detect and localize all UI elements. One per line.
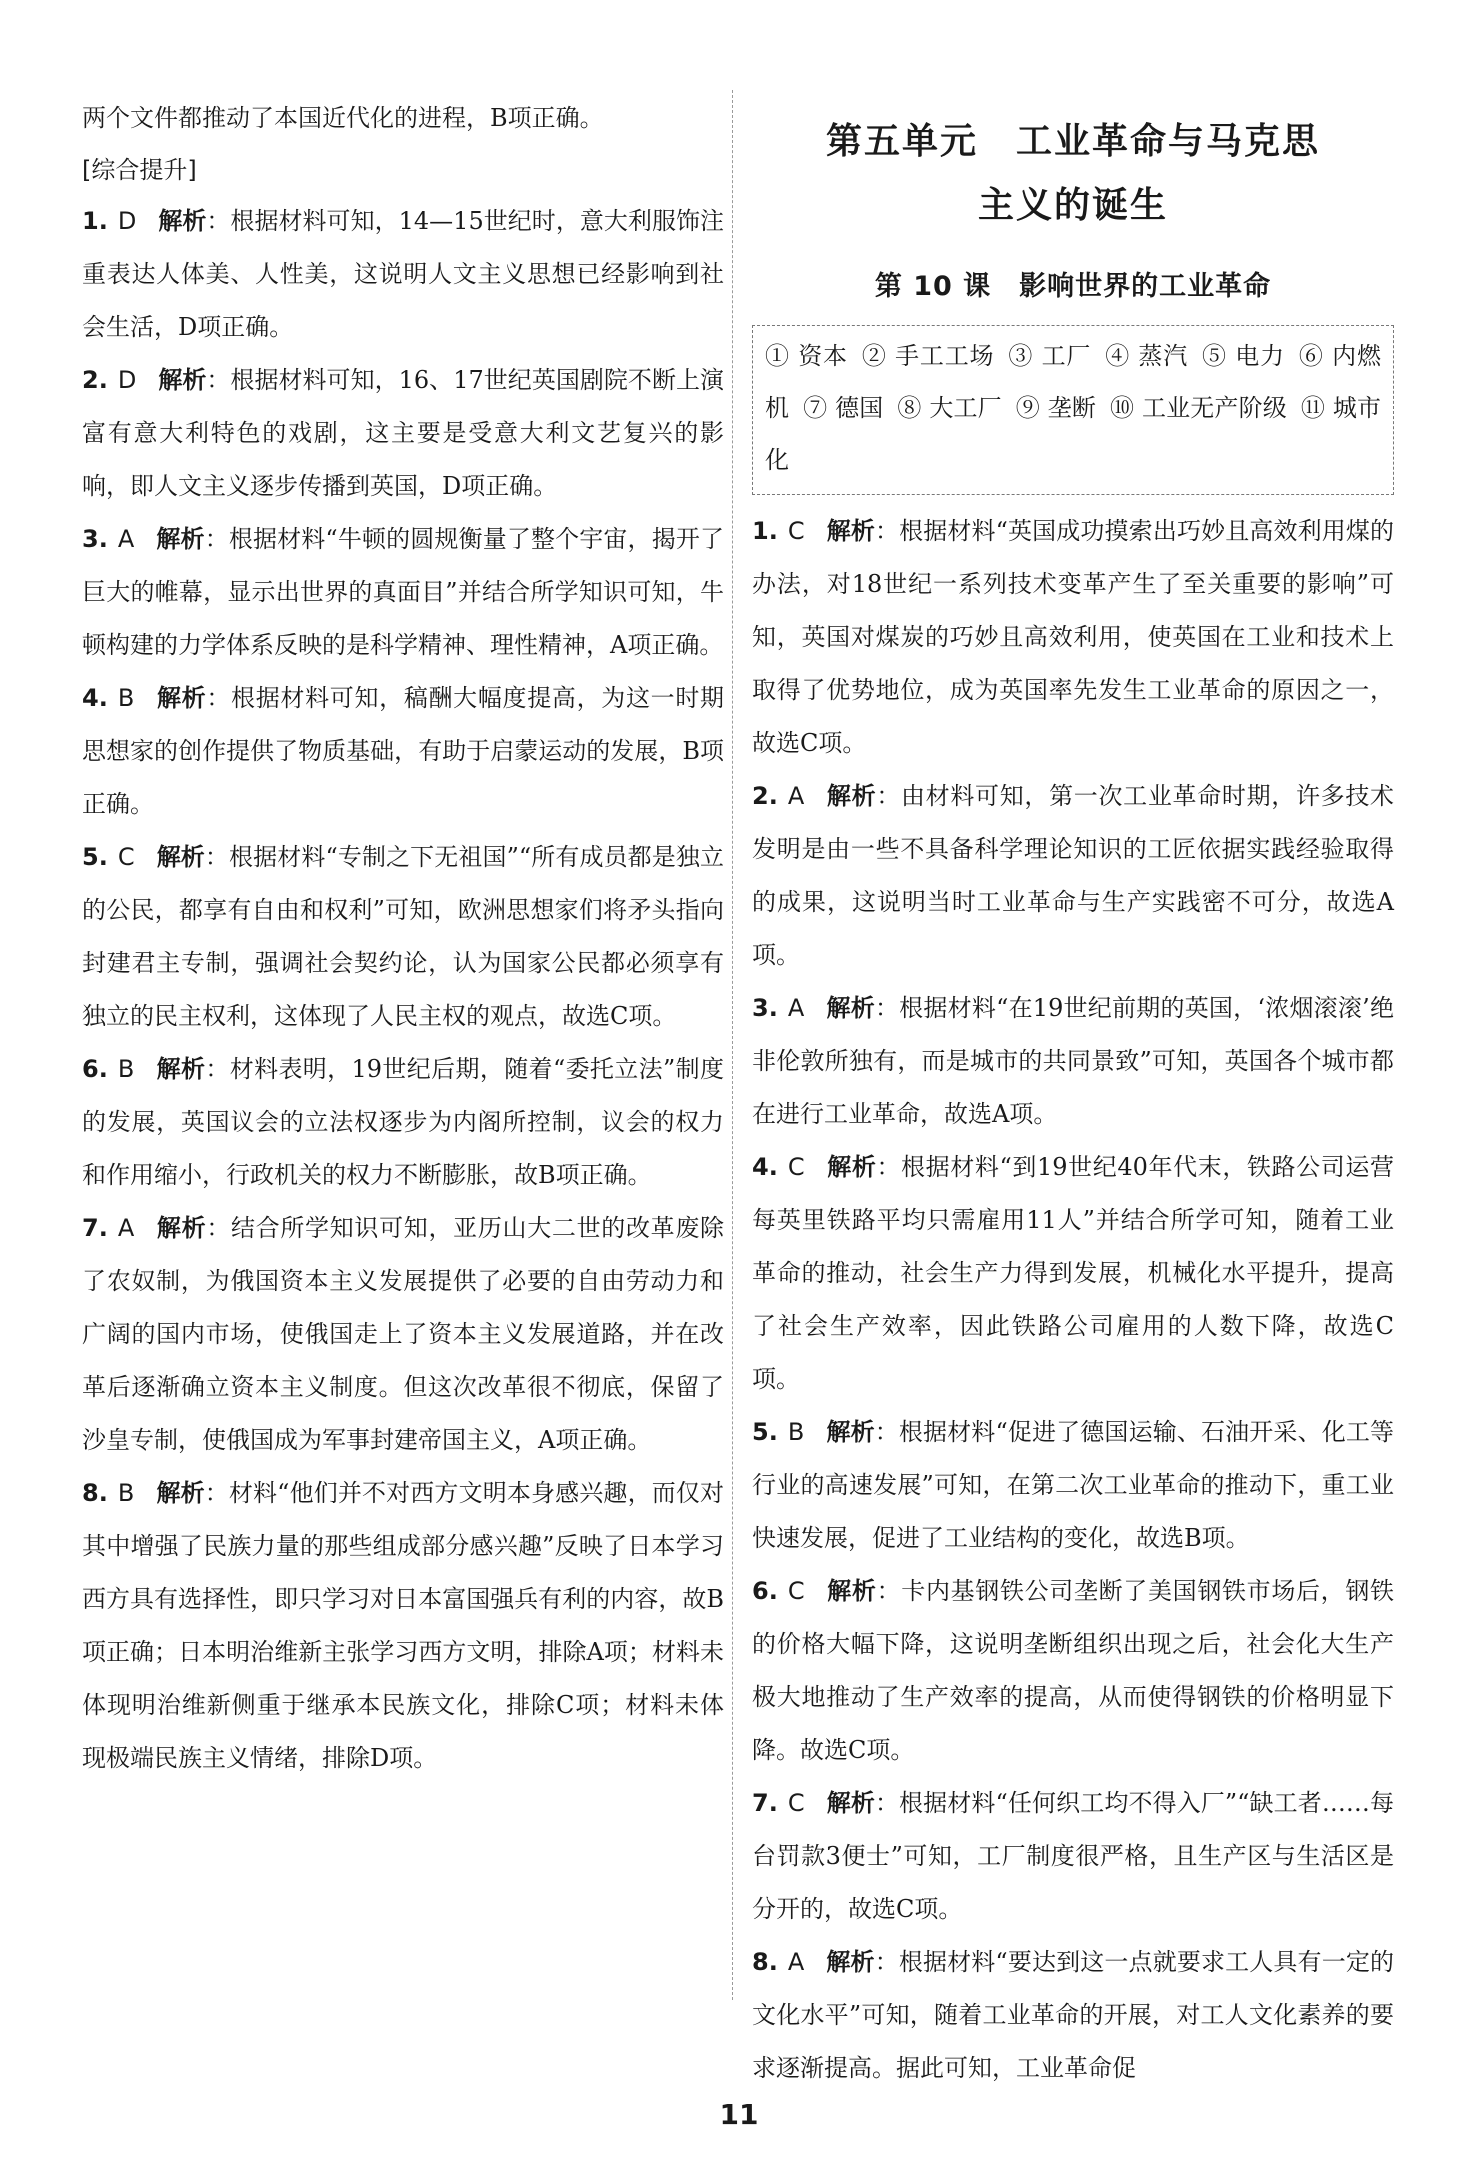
item-text: ：根据材料可知，稿酬大幅度提高，为这一时期思想家的创作提供了物质基础，有助于启蒙运动的发展，B项正确。 bbox=[82, 684, 725, 818]
item-answer: A bbox=[787, 1948, 805, 1976]
item-label: 解析 bbox=[826, 1789, 875, 1817]
item-text: ：根据材料“要达到这一点就要求工人具有一定的文化水平”可知，随着工业革命的开展，对工人文化素养的要求逐渐提高。据此可知，工业革命促 bbox=[752, 1948, 1394, 2082]
knowledge-point: ⑦ 德国 bbox=[803, 394, 884, 422]
item-text: ：根据材料可知，14—15世纪时，意大利服饰注重表达人体美、人性美，这说明人文主义思想已经影响到社会生活，D项正确。 bbox=[82, 207, 725, 341]
item-text: ：根据材料“专制之下无祖国”“所有成员都是独立的公民，都享有自由和权利”可知，欧洲思想家们将矛头指向封建君主专制，强调社会契约论，认为国家公民都必须享有独立的民主权利，这体现了人民主权的观点，故选C项。 bbox=[82, 843, 724, 1030]
item-label: 解析 bbox=[156, 843, 205, 871]
item-text: ：根据材料“牛顿的圆规衡量了整个宇宙，揭开了巨大的帷幕，显示出世界的真面目”并结合所学知识可知，牛顿构建的力学体系反映的是科学精神、理性精神，A项正确。 bbox=[82, 525, 724, 659]
item-text: ：根据材料“在19世纪前期的英国，‘浓烟滚滚’绝非伦敦所独有，而是城市的共同景致”可知，英国各个城市都在进行工业革命，故选A项。 bbox=[752, 994, 1394, 1128]
item-number: 5. bbox=[752, 1418, 778, 1446]
knowledge-point: ⑨ 垄断 bbox=[1015, 394, 1097, 422]
item-number: 4. bbox=[82, 684, 108, 712]
knowledge-point: ⑧ 大工厂 bbox=[897, 394, 1002, 422]
item-text: ：根据材料“促进了德国运输、石油开采、化工等行业的高速发展”可知，在第二次工业革命的推动下，重工业快速发展，促进了工业结构的变化，故选B项。 bbox=[752, 1418, 1394, 1552]
item-number: 6. bbox=[752, 1577, 778, 1605]
item-text: ：根据材料可知，16、17世纪英国剧院不断上演富有意大利特色的戏剧，这主要是受意大利文艺复兴的影响，即人文主义逐步传播到英国，D项正确。 bbox=[82, 366, 725, 500]
item-number: 2. bbox=[82, 366, 108, 394]
item-number: 2. bbox=[752, 782, 778, 810]
lesson-title: 第 10 课 影响世界的工业革命 bbox=[874, 271, 1272, 302]
item-label: 解析 bbox=[826, 1948, 875, 1976]
item-answer: A bbox=[117, 1214, 135, 1242]
item-text: ：材料“他们并不对西方文明本身感兴趣，而仅对其中增强了民族力量的那些组成部分感兴趣”反映了日本学习西方具有选择性，即只学习对日本富国强兵有利的内容，故B项正确；日本明治维新主张学习西方文明，排除A项；材料未体现明治维新侧重于继承本民族文化，排除C项；材料未体现极端民族主义情绪，排除D项。 bbox=[82, 1479, 724, 1772]
knowledge-box bbox=[752, 325, 1394, 495]
unit-title-line1: 第五单元 工业革命与马克思 bbox=[825, 121, 1320, 162]
item-answer: C bbox=[787, 517, 805, 545]
answer-item-r4 bbox=[752, 1141, 1394, 1406]
answer-item-l1 bbox=[82, 195, 724, 354]
knowledge-point: ① 资本 bbox=[765, 342, 848, 370]
column-divider bbox=[732, 90, 733, 2000]
item-text: ：卡内基钢铁公司垄断了美国钢铁市场后，钢铁的价格大幅下降，这说明垄断组织出现之后，社会化大生产极大地推动了生产效率的提高，从而使得钢铁的价格明显下降。故选C项。 bbox=[752, 1577, 1395, 1764]
knowledge-point: ⑩ 工业无产阶级 bbox=[1110, 394, 1287, 422]
answer-item-l8 bbox=[82, 1467, 724, 1785]
item-answer: C bbox=[787, 1153, 805, 1181]
answer-item-l3 bbox=[82, 513, 724, 672]
knowledge-point: ③ 工厂 bbox=[1008, 342, 1092, 370]
knowledge-point: ④ 蒸汽 bbox=[1105, 342, 1189, 370]
page-number: 11 bbox=[719, 2098, 759, 2131]
item-number: 8. bbox=[752, 1948, 778, 1976]
answer-item-r8 bbox=[752, 1936, 1394, 2095]
item-answer: C bbox=[787, 1789, 805, 1817]
answer-item-l6 bbox=[82, 1043, 724, 1202]
knowledge-point: ⑪ 城市化 bbox=[765, 394, 1381, 474]
item-answer: A bbox=[787, 782, 805, 810]
answer-item-r5 bbox=[752, 1406, 1394, 1565]
knowledge-point: ⑤ 电力 bbox=[1202, 342, 1285, 370]
item-text: ：根据材料“英国成功摸索出巧妙且高效利用煤的办法，对18世纪一系列技术变革产生了至关重要的影响”可知，英国对煤炭的巧妙且高效利用，使英国在工业和技术上取得了优势地位，成为英国率先发生工业革命的原因之一，故选C项。 bbox=[752, 517, 1394, 757]
item-label: 解析 bbox=[826, 994, 875, 1022]
section-heading: [综合提升] bbox=[82, 156, 197, 184]
item-answer: A bbox=[787, 994, 805, 1022]
item-answer: C bbox=[117, 843, 135, 871]
unit-title-line2: 主义的诞生 bbox=[977, 185, 1168, 226]
item-text: ：根据材料“任何织工均不得入厂”“缺工者……每台罚款3便士”可知，工厂制度很严格，且生产区与生活区是分开的，故选C项。 bbox=[752, 1789, 1395, 1923]
item-number: 8. bbox=[82, 1479, 108, 1507]
answer-item-l7 bbox=[82, 1202, 724, 1467]
item-answer: B bbox=[117, 1479, 135, 1507]
answer-item-r6 bbox=[752, 1565, 1394, 1777]
item-label: 解析 bbox=[158, 207, 207, 235]
item-answer: B bbox=[787, 1418, 805, 1446]
right-column bbox=[752, 108, 1394, 2095]
item-number: 5. bbox=[82, 843, 108, 871]
item-answer: A bbox=[117, 525, 135, 553]
answer-item-r1 bbox=[752, 505, 1394, 770]
item-number: 1. bbox=[82, 207, 108, 235]
answer-item-r7 bbox=[752, 1777, 1394, 1936]
knowledge-points bbox=[765, 330, 1381, 486]
item-number: 7. bbox=[82, 1214, 108, 1242]
item-answer: D bbox=[117, 366, 137, 394]
answer-item-l4 bbox=[82, 672, 724, 831]
item-label: 解析 bbox=[826, 782, 877, 810]
item-text: ：由材料可知，第一次工业革命时期，许多技术发明是由一些不具备科学理论知识的工匠依据实践经验取得的成果，这说明当时工业革命与生产实践密不可分，故选A项。 bbox=[752, 782, 1395, 969]
item-number: 3. bbox=[82, 525, 108, 553]
item-number: 7. bbox=[752, 1789, 778, 1817]
item-label: 解析 bbox=[156, 684, 207, 712]
item-text: ：根据材料“到19世纪40年代末，铁路公司运营每英里铁路平均只需雇用11人”并结合所学可知，随着工业革命的推动，社会生产力得到发展，机械化水平提升，提高了社会生产效率，因此铁路公司雇用的人数下降，故选C项。 bbox=[752, 1153, 1394, 1393]
item-number: 3. bbox=[752, 994, 778, 1022]
item-label: 解析 bbox=[158, 366, 207, 394]
item-label: 解析 bbox=[156, 1055, 206, 1083]
item-answer: B bbox=[117, 1055, 135, 1083]
item-answer: D bbox=[117, 207, 137, 235]
item-label: 解析 bbox=[156, 525, 205, 553]
item-text: ：材料表明，19世纪后期，随着“委托立法”制度的发展，英国议会的立法权逐步为内阁所控制，议会的权力和作用缩小，行政机关的权力不断膨胀，故B项正确。 bbox=[82, 1055, 724, 1189]
item-label: 解析 bbox=[826, 1153, 877, 1181]
item-label: 解析 bbox=[156, 1214, 207, 1242]
item-label: 解析 bbox=[826, 517, 875, 545]
answer-item-r2 bbox=[752, 770, 1394, 982]
item-label: 解析 bbox=[156, 1479, 205, 1507]
item-number: 1. bbox=[752, 517, 778, 545]
item-label: 解析 bbox=[826, 1577, 877, 1605]
knowledge-point: ⑥ 内燃机 bbox=[765, 342, 1381, 422]
knowledge-point: ② 手工工场 bbox=[861, 342, 995, 370]
item-number: 6. bbox=[82, 1055, 108, 1083]
item-label: 解析 bbox=[826, 1418, 875, 1446]
item-answer: C bbox=[787, 1577, 805, 1605]
answer-item-l2 bbox=[82, 354, 724, 513]
item-number: 4. bbox=[752, 1153, 778, 1181]
unit-title bbox=[752, 110, 1394, 238]
lead-text: 两个文件都推动了本国近代化的进程，B项正确。 bbox=[82, 104, 604, 132]
answer-item-l5 bbox=[82, 831, 724, 1043]
left-column bbox=[82, 92, 724, 1785]
item-answer: B bbox=[117, 684, 135, 712]
answer-item-r3 bbox=[752, 982, 1394, 1141]
item-text: ：结合所学知识可知，亚历山大二世的改革废除了农奴制，为俄国资本主义发展提供了必要的自由劳动力和广阔的国内市场，使俄国走上了资本主义发展道路，并在改革后逐渐确立资本主义制度。但这次改革很不彻底，保留了沙皇专制，使俄国成为军事封建帝国主义，A项正确。 bbox=[82, 1214, 725, 1454]
